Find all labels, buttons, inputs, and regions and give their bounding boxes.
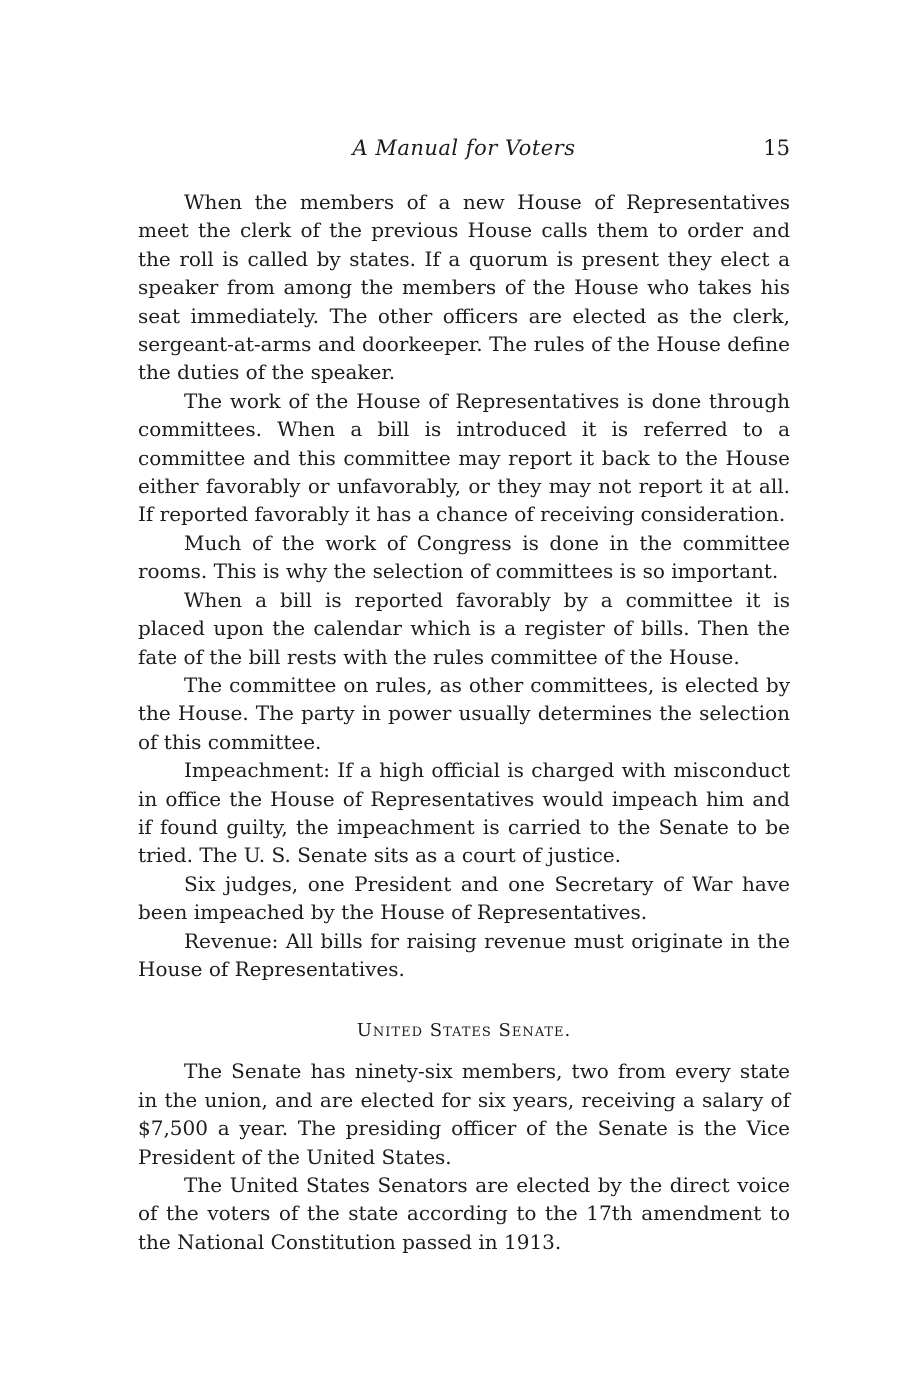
paragraph-committee-rooms: Much of the work of Congress is done in the committee rooms. This is why the selection of committees is so important. xyxy=(138,530,790,584)
senate-section xyxy=(138,1057,790,1256)
book-page xyxy=(138,132,790,1256)
running-title: A Manual for Voters xyxy=(352,136,576,160)
paragraph-calendar: When a bill is reported favorably by a committee it is placed upon the calendar which is a register of bills. Then the fate of the bill rests with the rules committee of the House. xyxy=(138,587,790,669)
paragraph-senate-members: The Senate has ninety-six members, two from every state in the union, and are elected for six years, receiving a salary of $7,500 a year. The presiding officer of the Senate is the Vice President of the United States. xyxy=(138,1059,790,1169)
paragraph-committees: The work of the House of Representatives is done through committees. When a bill is introduced it is referred to a committee and this committee may report it back to the House either favorably or unfavorably, or they may not report it at all. If reported favorably it has a chance of receiving consideration. xyxy=(138,388,790,527)
paragraph-revenue: Revenue: All bills for raising revenue must originate in the House of Representatives. xyxy=(138,928,790,981)
paragraph-impeached-officials: Six judges, one President and one Secretary of War have been impeached by the House of Representatives. xyxy=(138,871,790,925)
paragraph-rules-committee: The committee on rules, as other committees, is elected by the House. The party in power usually determines the selection of this committee. xyxy=(138,672,790,754)
paragraph-senate-election: The United States Senators are elected by the direct voice of the voters of the state according to the 17th amendment to the National Constitution passed in 1913. xyxy=(138,1173,790,1254)
running-head xyxy=(138,132,790,166)
page-number: 15 xyxy=(763,136,790,160)
paragraph-impeachment: Impeachment: If a high official is charged with misconduct in office the House of Representatives would impeach him and if found guilty, the impeachment is carried to the Senate to be tried. The U. S. Senate sits as a court of justice. xyxy=(138,758,790,868)
paragraph-house-organization: When the members of a new House of Representatives meet the clerk of the previous House calls them to order and the roll is called by states. If a quorum is present they elect a speaker from among the members of the House who takes his seat immediately. The other officers are elected as the clerk, sergeant-at-arms and doorkeeper. The rules of the House define the duties of the speaker. xyxy=(138,190,790,385)
section-heading-senate: United States Senate. xyxy=(356,1020,572,1042)
house-section xyxy=(138,188,790,983)
